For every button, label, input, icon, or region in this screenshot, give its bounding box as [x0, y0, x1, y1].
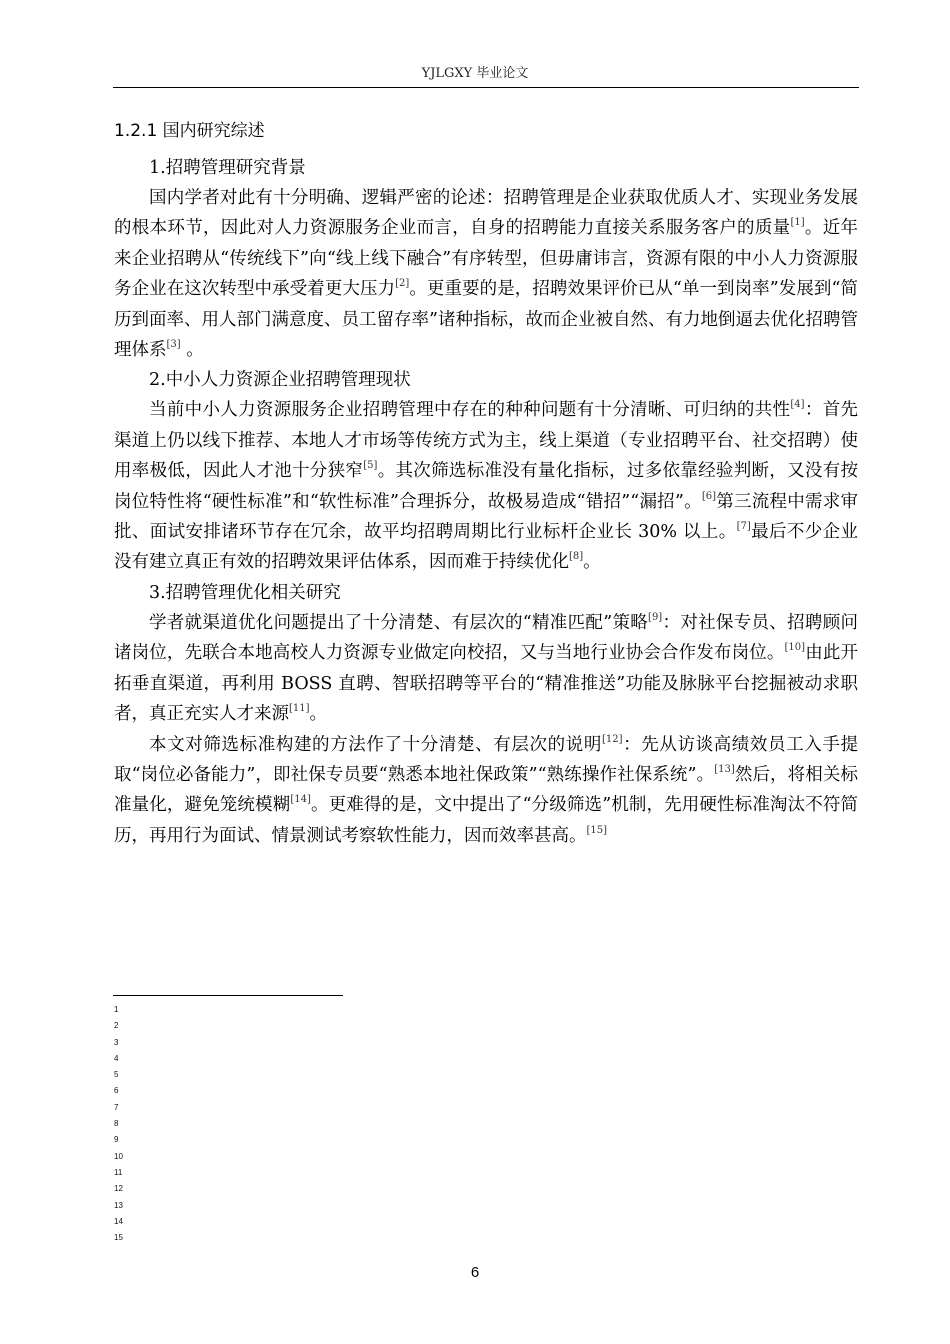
- footnote-number: 6: [114, 1086, 119, 1096]
- footnote-rule: [113, 995, 343, 996]
- paragraph-text: ：先从访谈高绩效员工入手提取“岗位必备能力”，即社保专员要“熟悉本地社保政策”“熟练操作社保系统”。: [114, 734, 859, 785]
- citation-marker: [12]: [601, 733, 623, 745]
- paragraph: [114, 183, 858, 365]
- footnote-number: 9: [114, 1135, 119, 1145]
- sub-heading: 1.招聘管理研究背景: [149, 158, 306, 178]
- footnote-number: 3: [114, 1037, 119, 1047]
- citation-marker: [1]: [790, 217, 805, 229]
- paragraph-text: 。: [309, 704, 328, 725]
- citation-marker: [10]: [784, 642, 806, 654]
- paragraph-text: 学者就渠道优化问题提出了十分清楚、有层次的“精准匹配”策略: [149, 612, 649, 633]
- paragraph-text: 国内学者对此有十分明确、逻辑严密的论述：招聘管理是企业获取优质人才、实现业务发展的根本环节，因此对人力资源服务企业而言，自身的招聘能力直接关系服务客户的质量: [114, 188, 858, 239]
- citation-marker: [6]: [701, 490, 717, 502]
- paragraph-text: 第三流程中需求审批、面试安排诸环节存在冗余，故平均招聘周期比行业标杆企业长 30% 以上。: [114, 491, 859, 543]
- paragraph-text: 。: [583, 552, 601, 573]
- footnote-number: 12: [114, 1184, 123, 1194]
- footnote-number: 7: [114, 1102, 119, 1112]
- footnote-number: 13: [114, 1200, 123, 1210]
- citation-marker: [15]: [586, 824, 608, 836]
- footnote-number: 11: [114, 1167, 123, 1177]
- paragraph-text: 最后不少企业没有建立真正有效的招聘效果评估体系，因而难于持续优化: [114, 522, 859, 573]
- footnote-number: 4: [114, 1053, 119, 1063]
- footnote-number: 15: [114, 1233, 123, 1243]
- page-number: 6: [470, 1264, 480, 1281]
- citation-marker: [7]: [736, 521, 751, 533]
- paragraph-text: ：首先渠道上仍以线下推荐、本地人才市场等传统方式为主，线上渠道（专业招聘平台、社交招聘）使用率极低，因此人才池十分狭窄: [114, 400, 859, 482]
- citation-marker: [2]: [395, 278, 410, 290]
- sub-heading: 3.招聘管理优化相关研究: [149, 582, 341, 603]
- sub-heading: 2.中小人力资源企业招聘管理现状: [149, 370, 411, 391]
- footnote-number: 14: [114, 1216, 123, 1226]
- section-title: 1.2.1 国内研究综述: [114, 121, 265, 141]
- citation-marker: [8]: [569, 551, 584, 563]
- paragraph-text: 。近年来企业招聘从“传统线下”向“线上线下融合”有序转型，但毋庸讳言，资源有限的中小人力资源服务企业在这次转型中承受着更大压力: [114, 218, 859, 300]
- paragraph: [114, 730, 858, 852]
- paragraph-text: 由此开拓垂直渠道，再利用 BOSS 直聘、智联招聘等平台的“精准推送”功能及脉脉平台挖掘被动求职者，真正充实人才来源: [114, 643, 858, 725]
- paragraph-text: 。其次筛选标准没有量化指标，过多依靠经验判断，又没有按岗位特性将“硬性标准”和“软性标准”合理拆分，故极易造成“错招”“漏招”。: [114, 461, 859, 512]
- citation-marker: [5]: [363, 460, 378, 472]
- header-rule: [113, 87, 859, 88]
- running-header: YJLGXY 毕业论文: [421, 66, 529, 81]
- paragraph-text: 当前中小人力资源服务企业招聘管理中存在的种种问题有十分清晰、可归纳的共性: [149, 400, 791, 421]
- footnote-number: 5: [114, 1070, 119, 1080]
- paragraph: [114, 608, 858, 730]
- paragraph-text: 。: [180, 340, 204, 361]
- paragraph-text: 。更重要的是，招聘效果评价已从“单一到岗率”发展到“简历到面率、用人部门满意度、员工留存率”诸种指标，故而企业被自然、有力地倒逼去优化招聘管理体系: [114, 279, 858, 361]
- paragraph-text: 然后，将相关标准量化，避免笼统模糊: [114, 764, 858, 816]
- citation-marker: [14]: [290, 794, 311, 806]
- citation-marker: [3]: [166, 339, 181, 351]
- citation-marker: [13]: [714, 763, 735, 775]
- paragraph-text: 本文对筛选标准构建的方法作了十分清楚、有层次的说明: [149, 734, 602, 755]
- citation-marker: [9]: [648, 611, 663, 623]
- main-text: [114, 118, 858, 851]
- citation-marker: [4]: [790, 399, 805, 411]
- footnote-number: 2: [114, 1021, 119, 1031]
- paragraph-text: ：对社保专员、招聘顾问诸岗位，先联合本地高校人力资源专业做定向校招，又与当地行业协会合作发布岗位。: [114, 612, 858, 664]
- section-body: [114, 153, 858, 851]
- paragraph-text: 。更难得的是，文中提出了“分级筛选”机制，先用硬性标准淘汰不符简历，再用行为面试、情景测试考察软性能力，因而效率甚高。: [114, 795, 858, 846]
- footnote-number: 10: [114, 1151, 123, 1161]
- paragraph: [114, 395, 858, 577]
- citation-marker: [11]: [289, 703, 310, 715]
- footnote-number: 1: [114, 1005, 119, 1014]
- footnote-list: [114, 1002, 123, 1246]
- footnote-number: 8: [114, 1119, 119, 1129]
